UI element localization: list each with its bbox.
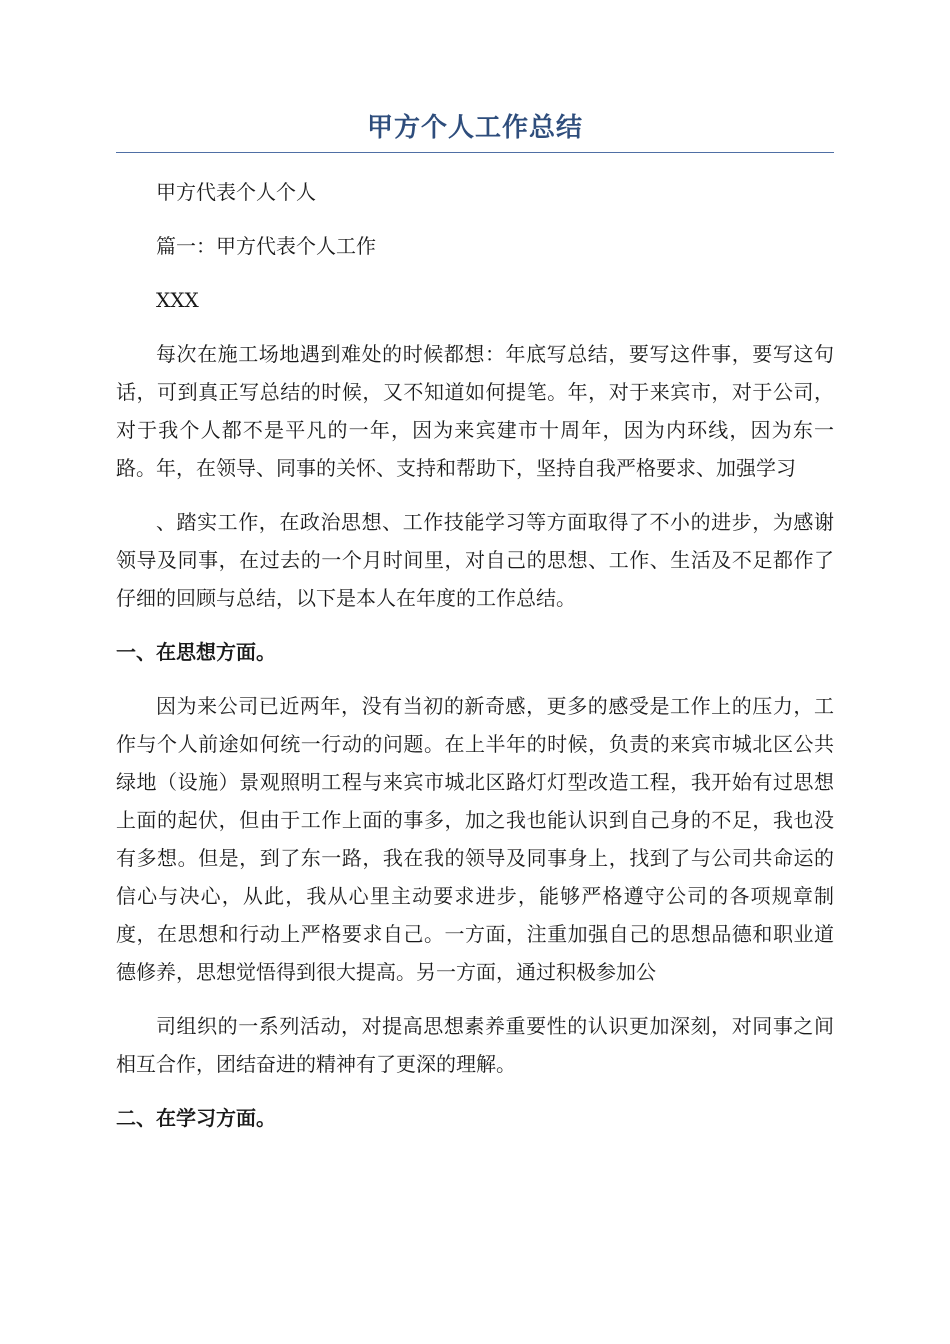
- body-paragraph: 每次在施工场地遇到难处的时候都想：年底写总结，要写这件事，要写这句话，可到真正写总结的时候，又不知道如何提笔。年，对于来宾市，对于公司，对于我个人都不是平凡的一年，因为来宾建市十周年，因为内环线，因为东一路。年，在领导、同事的关怀、支持和帮助下，坚持自我严格要求、加强学习: [116, 342, 834, 480]
- section-heading: 二、在学习方面。: [116, 1106, 276, 1130]
- body-paragraph: 司组织的一系列活动，对提高思想素养重要性的认识更加深刻，对同事之间相互合作，团结奋进的精神有了更深的理解。: [116, 1014, 834, 1076]
- spacer: [116, 211, 834, 227]
- spacer: [116, 153, 834, 173]
- spacer: [116, 1083, 834, 1099]
- placeholder-line: XXX: [156, 288, 199, 312]
- section-intro-line: 篇一：甲方代表个人工作: [156, 234, 376, 258]
- section-heading: 一、在思想方面。: [116, 640, 276, 664]
- spacer: [116, 487, 834, 503]
- spacer: [116, 617, 834, 633]
- subtitle-line: 甲方代表个人个人: [156, 180, 316, 204]
- spacer: [116, 671, 834, 687]
- document-title: 甲方个人工作总结: [116, 108, 834, 153]
- spacer: [116, 319, 834, 335]
- spacer: [116, 265, 834, 281]
- body-paragraph: 、踏实工作，在政治思想、工作技能学习等方面取得了不小的进步，为感谢领导及同事，在过去的一个月时间里，对自己的思想、工作、生活及不足都作了仔细的回顾与总结，以下是本人在年度的工作总结。: [116, 510, 834, 610]
- spacer: [116, 991, 834, 1007]
- body-paragraph: 因为来公司已近两年，没有当初的新奇感，更多的感受是工作上的压力，工作与个人前途如何统一行动的问题。在上半年的时候，负责的来宾市城北区公共绿地（设施）景观照明工程与来宾市城北区路灯灯型改造工程，我开始有过思想上面的起伏，但由于工作上面的事多，加之我也能认识到自己身的不足，我也没有多想。但是，到了东一路，我在我的领导及同事身上，找到了与公司共命运的信心与决心，从此，我从心里主动要求进步，能够严格遵守公司的各项规章制度，在思想和行动上严格要求自己。一方面，注重加强自己的思想品德和职业道德修养，思想觉悟得到很大提高。另一方面，通过积极参加公: [116, 694, 834, 984]
- document-page: [116, 108, 834, 1137]
